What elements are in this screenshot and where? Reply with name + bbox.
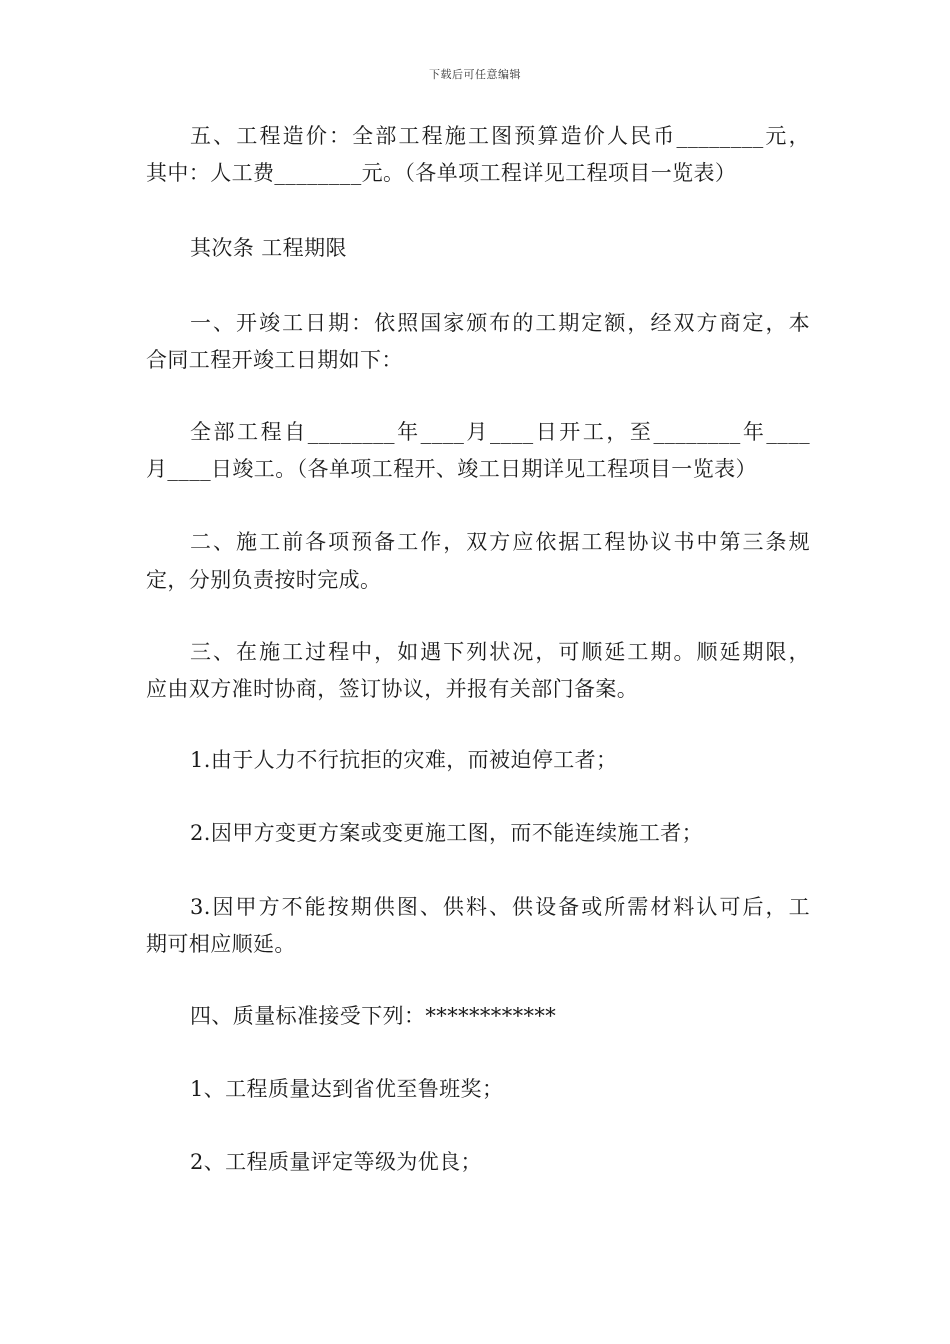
- schedule-paragraph-line-2: 合同工程开竣工日期如下：: [146, 348, 403, 372]
- list-item-3-line-1: 3.因甲方不能按期供图、供料、供设备或所需材料认可后，工: [190, 895, 810, 919]
- extension-paragraph-line-1: 三、在施工过程中，如遇下列状况，可顺延工期。顺延期限，: [190, 640, 810, 664]
- page-header-note: 下载后可任意编辑: [429, 68, 521, 81]
- cost-paragraph-line-1: 五、工程造价：全部工程施工图预算造价人民币________元，: [190, 124, 810, 148]
- quality-item-1: 1、工程质量达到省优至鲁班奖；: [190, 1077, 504, 1101]
- quality-item-2: 2、工程质量评定等级为优良；: [190, 1150, 482, 1174]
- list-item-2: 2.因甲方变更方案或变更施工图，而不能连续施工者；: [190, 821, 704, 845]
- preparation-paragraph-line-1: 二、施工前各项预备工作，双方应依据工程协议书中第三条规: [190, 530, 810, 554]
- dates-paragraph-line-2: 月____日竣工。（各单项工程开、竣工日期详见工程项目一览表）: [146, 457, 757, 481]
- preparation-paragraph-line-2: 定，分别负责按时完成。: [146, 568, 382, 592]
- section-heading: 其次条 工程期限: [190, 236, 347, 260]
- list-item-3-line-2: 期可相应顺延。: [146, 932, 296, 956]
- dates-paragraph-line-1: 全部工程自________年____月____日开工，至________年____: [190, 420, 810, 444]
- list-item-1: 1.由于人力不行抗拒的灾难，而被迫停工者；: [190, 748, 618, 772]
- extension-paragraph-line-2: 应由双方准时协商，签订协议，并报有关部门备案。: [146, 677, 639, 701]
- cost-paragraph-line-2: 其中：人工费________元。（各单项工程详见工程项目一览表）: [146, 161, 737, 185]
- quality-paragraph: 四、质量标准接受下列：************: [190, 1004, 557, 1028]
- schedule-paragraph-line-1: 一、开竣工日期：依照国家颁布的工期定额，经双方商定，本: [190, 311, 810, 335]
